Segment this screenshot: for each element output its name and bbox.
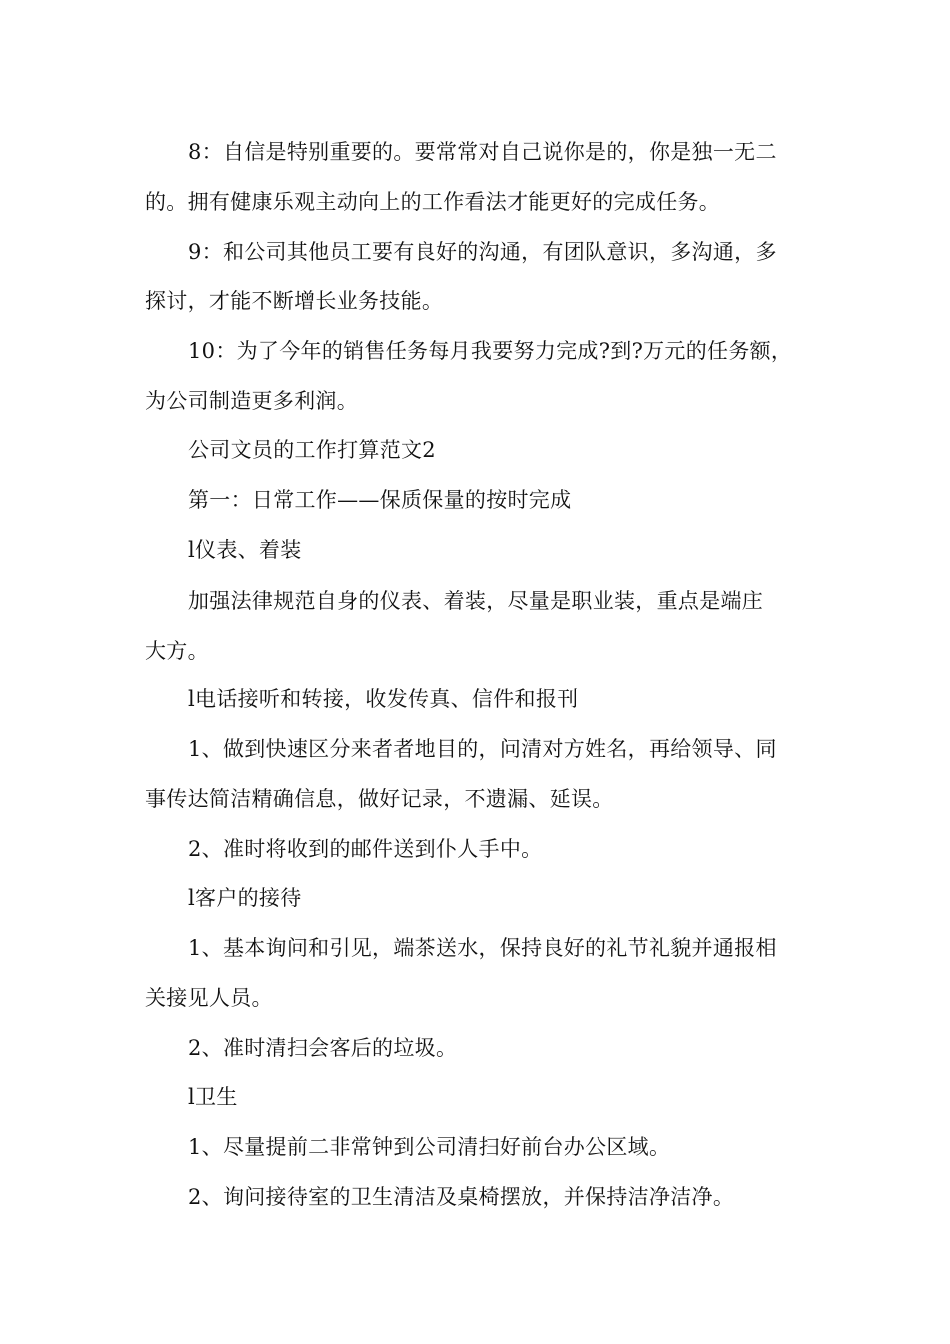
text-line: 2、询问接待室的卫生清洁及桌椅摆放，并保持洁净洁净。 <box>188 1185 735 1209</box>
list-heading: l卫生 <box>188 1085 238 1109</box>
text-line: 10：为了今年的销售任务每月我要努力完成?到?万元的任务额， <box>188 339 793 363</box>
text-line: 探讨，才能不断增长业务技能。 <box>145 289 444 313</box>
text-line: 8：自信是特别重要的。要常常对自己说你是的，你是独一无二 <box>188 140 777 164</box>
text-line: 1、尽量提前二非常钟到公司清扫好前台办公区域。 <box>188 1135 671 1159</box>
text-line: 9：和公司其他员工要有良好的沟通，有团队意识，多沟通，多 <box>188 240 777 264</box>
text-line: 的。拥有健康乐观主动向上的工作看法才能更好的完成任务。 <box>145 190 721 214</box>
text-line: 1、基本询问和引见，端茶送水，保持良好的礼节礼貌并通报相 <box>188 936 777 960</box>
text-line: 关接见人员。 <box>145 986 273 1010</box>
section-heading: 公司文员的工作打算范文2 <box>188 438 436 462</box>
text-line: 为公司制造更多利润。 <box>145 389 358 413</box>
subsection-heading: 第一：日常工作——保质保量的按时完成 <box>188 488 572 512</box>
list-heading: l电话接听和转接，收发传真、信件和报刊 <box>188 687 579 711</box>
text-line: 2、准时清扫会客后的垃圾。 <box>188 1036 458 1060</box>
text-line: 加强法律规范自身的仪表、着装，尽量是职业装，重点是端庄 <box>188 589 764 613</box>
text-line: 2、准时将收到的邮件送到仆人手中。 <box>188 837 543 861</box>
list-heading: l仪表、着装 <box>188 538 302 562</box>
text-line: 大方。 <box>145 639 209 663</box>
text-line: 事传达简洁精确信息，做好记录，不遗漏、延误。 <box>145 787 614 811</box>
list-heading: l客户的接待 <box>188 886 302 910</box>
text-line: 1、做到快速区分来者者地目的，问清对方姓名，再给领导、同 <box>188 737 777 761</box>
